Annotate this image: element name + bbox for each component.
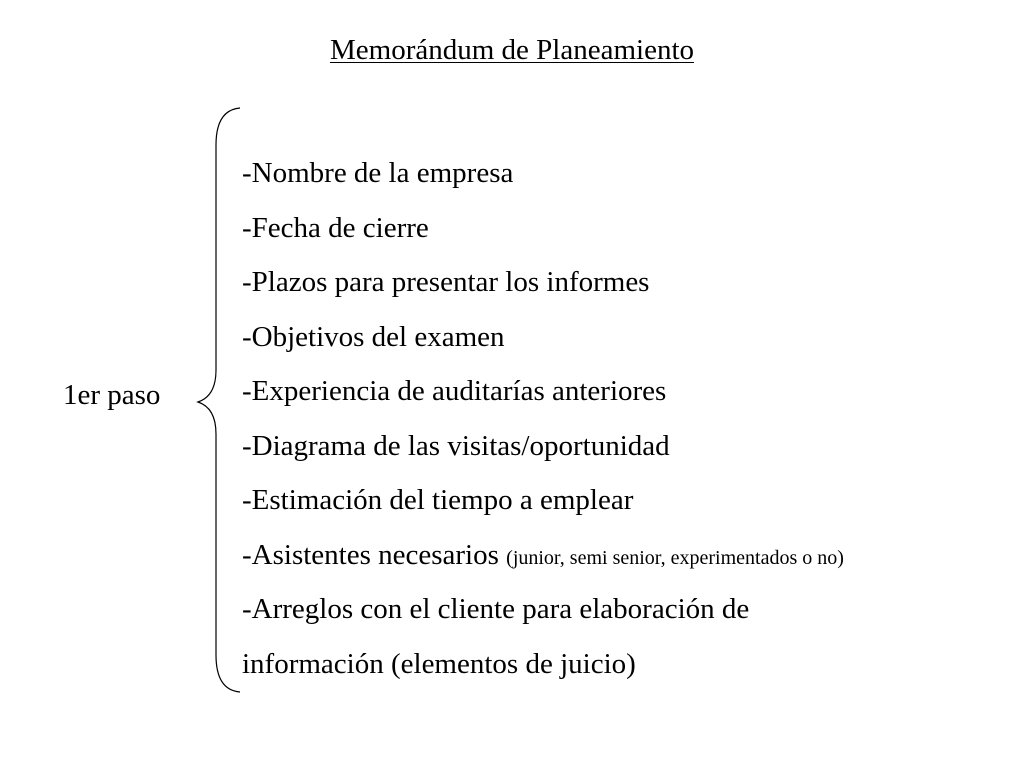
checklist-item: -Diagrama de las visitas/oportunidad	[242, 429, 670, 462]
checklist-item: -Plazos para presentar los informes	[242, 266, 650, 298]
checklist-item: -Objetivos del examen	[242, 320, 505, 353]
checklist-item: -Experiencia de auditarías anteriores	[242, 375, 667, 407]
checklist-item: -Estimación del tiempo a emplear	[242, 484, 634, 516]
checklist-item: -Nombre de la empresa	[242, 157, 514, 189]
checklist	[242, 148, 844, 693]
step-label: 1er paso	[63, 379, 161, 411]
checklist-item: -Arreglos con el cliente para elaboración de	[242, 593, 750, 625]
item-note: (junior, semi senior, experimentados o no)	[506, 546, 844, 569]
page-title: Memorándum de Planeamiento	[329, 34, 694, 66]
checklist-item: -Fecha de cierre	[242, 211, 429, 244]
checklist-item: -Asistentes necesarios (junior, semi senior, experimentados o no)	[242, 538, 844, 571]
checklist-item-continuation: información (elementos de juicio)	[242, 647, 636, 680]
curly-brace	[190, 100, 250, 700]
